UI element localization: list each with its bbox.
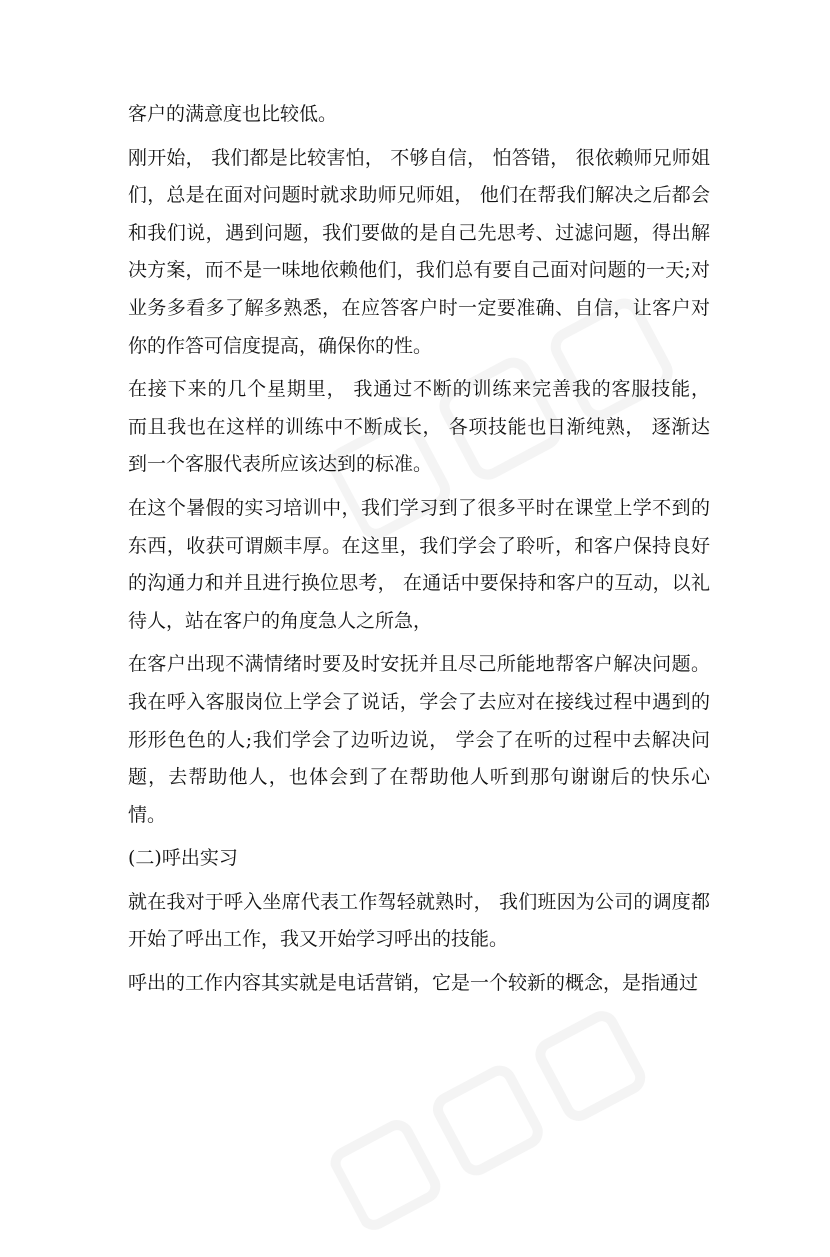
- paragraph-3: 在接下来的几个星期里， 我通过不断的训练来完善我的客服技能， 而且我也在这样的训练中不断成长， 各项技能也日渐纯熟， 逐渐达到一个客服代表所应该达到的标准。: [128, 378, 710, 476]
- paragraph-6: 就在我对于呼入坐席代表工作驾轻就熟时， 我们班因为公司的调度都开始了呼出工作，我又开始学习呼出的技能。: [128, 890, 710, 951]
- paragraph-7: 呼出的工作内容其实就是电话营销，它是一个较新的概念，是指通过: [128, 972, 699, 995]
- paragraph-2: 刚开始， 我们都是比较害怕， 不够自信， 怕答错， 很依赖师兄师姐们，总是在面对问题时就求助师兄师姐， 他们在帮我们解决之后都会和我们说，遇到问题，我们要做的是自己先思考、过滤问题，得出解决方案，而不是一味地依赖他们，我们总有要自己面对问题的一天;对业务多看多了解多熟悉，在应答客户时一定要准确、自信，让客户对你的作答可信度提高，确保你的性。: [128, 146, 710, 357]
- watermark-bottom: [323, 982, 697, 1256]
- paragraph-5: 在客户出现不满情绪时要及时安抚并且尽己所能地帮客户解决问题。我在呼入客服岗位上学会了说话，学会了去应对在接线过程中遇到的形形色色的人;我们学会了边听边说， 学会了在听的过程中去解决问题，去帮助他人，也体会到了在帮助他人听到那句谢谢后的快乐心情。: [128, 653, 710, 826]
- paragraph-4: 在这个暑假的实习培训中，我们学习到了很多平时在课堂上学不到的东西，收获可谓颇丰厚。在这里，我们学会了聆听，和客户保持良好的沟通力和并且进行换位思考， 在通话中要保持和客户的互动，以礼待人，站在客户的角度急人之所急，: [128, 496, 710, 632]
- document-body: [128, 96, 710, 1009]
- section-heading: (二)呼出实习: [128, 847, 238, 870]
- paragraph-1: 客户的满意度也比较低。: [128, 103, 338, 125]
- watermark-shape-bottom: [323, 982, 688, 1239]
